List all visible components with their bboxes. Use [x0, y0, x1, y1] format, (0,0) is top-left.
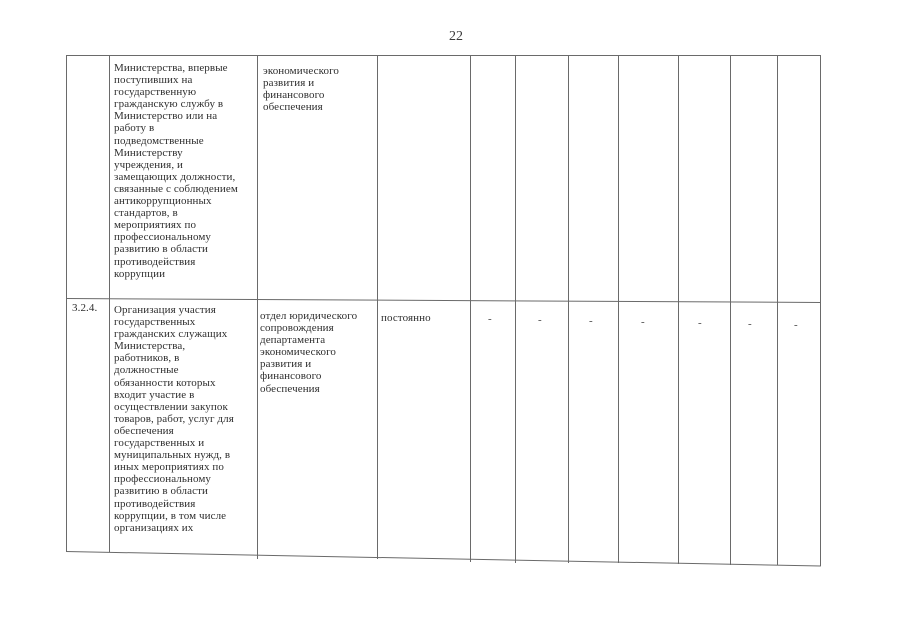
column-divider: [568, 55, 569, 563]
page-number: 22: [449, 29, 463, 44]
row-2-responsible: отдел юридического сопровождения департамента экономического развития и финансового обеспечения: [260, 310, 358, 395]
row-2-value-1: -: [488, 313, 492, 325]
row-2-value-6: -: [748, 318, 752, 330]
column-divider: [515, 55, 516, 563]
row-2-value-3: -: [589, 315, 593, 327]
row-2-value-5: -: [698, 317, 702, 329]
row-1-responsible: экономического развития и финансового обеспечения: [263, 65, 340, 114]
row-2-value-2: -: [538, 314, 542, 326]
table-border-bottom: [66, 551, 821, 566]
column-divider: [730, 55, 731, 565]
row-2-number: 3.2.4.: [72, 302, 98, 314]
column-divider: [109, 55, 110, 552]
row-divider: [66, 298, 821, 303]
table-border-right: [820, 55, 821, 566]
table-border-left: [66, 55, 67, 552]
row-2-event: Организация участия государственных гражданских служащих Министерства, работников, в должностные обязанности которых входит участие в осуществлении закупок товаров, работ, услуг для обеспечения государственных и муниципальных нужд, в иных мероприятиях по профессиональному развитию в области противодействия коррупции, в том числе организациях их: [114, 304, 234, 534]
column-divider: [257, 55, 258, 559]
row-2-value-7: -: [794, 319, 798, 331]
table-border-top: [66, 55, 821, 56]
column-divider: [618, 55, 619, 563]
column-divider: [470, 55, 471, 562]
column-divider: [777, 55, 778, 565]
row-2-value-4: -: [641, 316, 645, 328]
row-2-term: постоянно: [381, 312, 431, 324]
column-divider: [678, 55, 679, 564]
row-1-event: Министерства, впервые поступивших на государственную гражданскую службу в Министерство или на работу в подведомственные Министерству учреждения, и замещающих должности, связанные с соблюдением антикоррупционных стандартов, в мероприятиях по профессиональному развитию в области противодействия коррупции: [114, 62, 238, 280]
column-divider: [377, 55, 378, 559]
